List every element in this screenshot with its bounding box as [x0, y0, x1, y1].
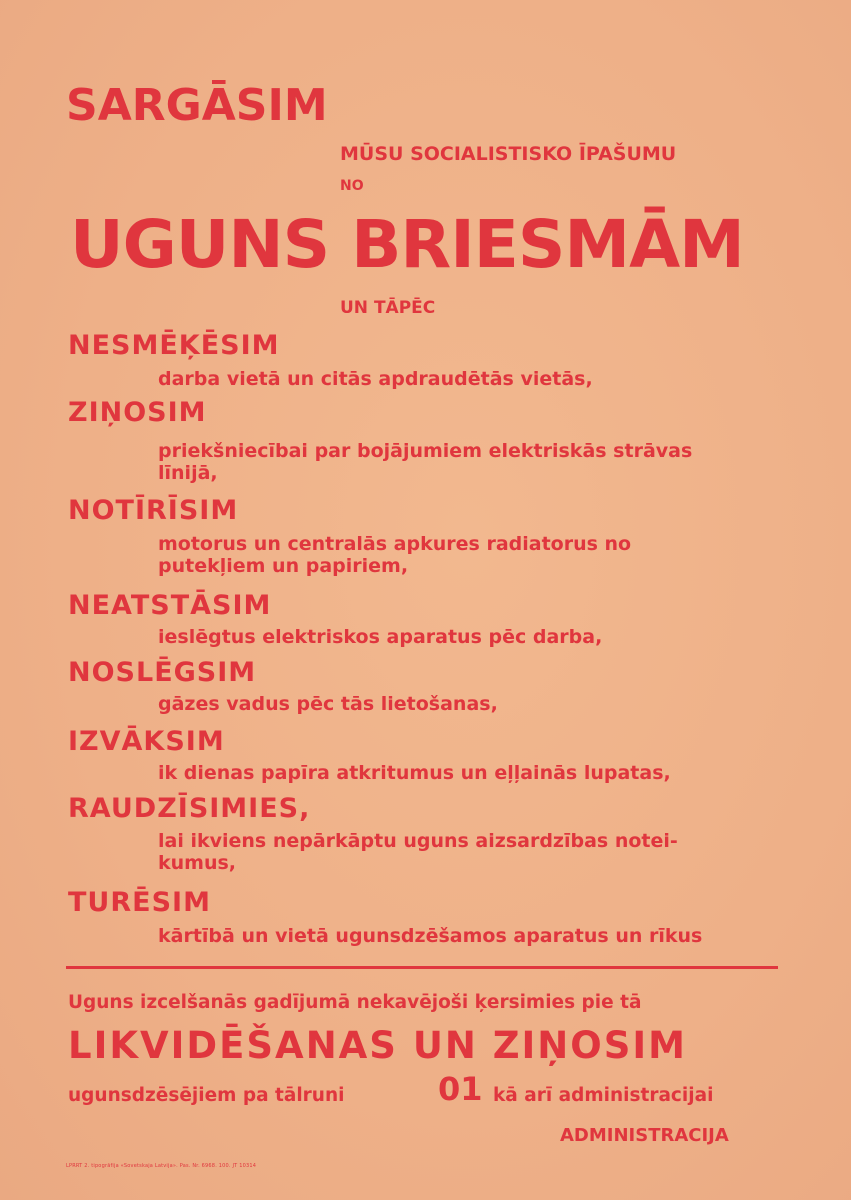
instruction-detail-line: ieslēgtus elektriskos aparatus pēc darba,	[158, 626, 603, 648]
footer-line-3-end: kā arī administracijai	[493, 1085, 714, 1106]
instruction-verb: ZIŅOSIM	[68, 397, 207, 428]
instruction-detail-line: ik dienas papīra atkritumus un eļļainās lupatas,	[158, 762, 671, 784]
instruction-detail-line: motorus un centralās apkures radiatorus no	[158, 533, 632, 555]
instruction-detail-line: līnijā,	[158, 462, 218, 484]
instruction-verb: NOSLĒGSIM	[68, 657, 257, 688]
headline-fire-danger: UGUNS BRIESMĀM	[70, 206, 744, 283]
instruction-detail	[158, 762, 671, 784]
instruction-detail-line: darba vietā un citās apdraudētās vietās,	[158, 368, 593, 390]
instruction-detail	[158, 533, 631, 577]
signature-administration: ADMINISTRACIJA	[560, 1125, 729, 1146]
instruction-detail	[158, 626, 602, 648]
instruction-detail	[158, 693, 498, 715]
headline-no: NO	[340, 178, 364, 194]
instruction-verb: NOTĪRĪSIM	[68, 495, 239, 526]
footer-line-2: LIKVIDĒŠANAS UN ZIŅOSIM	[68, 1024, 687, 1067]
instruction-detail-line: gāzes vadus pēc tās lietošanas,	[158, 693, 498, 715]
headline-sargasim: SARGĀSIM	[66, 80, 328, 131]
instruction-verb: NEATSTĀSIM	[68, 590, 272, 621]
instruction-detail	[158, 925, 702, 947]
instruction-verb: RAUDZĪSIMIES,	[68, 793, 311, 824]
footer-line-1: Uguns izcelšanās gadījumā nekavējoši ķersimies pie tā	[68, 992, 642, 1013]
headline-property: MŪSU SOCIALISTISKO ĪPAŠUMU	[340, 143, 677, 165]
instruction-detail	[158, 368, 593, 390]
instruction-verb: NESMĒĶĒSIM	[68, 330, 280, 361]
instruction-detail	[158, 830, 678, 874]
printer-imprint: LPRRT 2. tipogrāfija «Sovetskaja Latvija». Pas. Nr. 6968. 100. JT 10314	[66, 1163, 257, 1169]
instruction-detail-line: kumus,	[158, 852, 237, 874]
headline-therefore: UN TĀPĒC	[340, 298, 436, 318]
instruction-verb: IZVĀKSIM	[68, 726, 225, 757]
instruction-detail-line: priekšniecībai par bojājumiem elektriskās strāvas	[158, 440, 693, 462]
footer-line-3-start: ugunsdzēsējiem pa tālruni	[68, 1085, 345, 1106]
instruction-detail-line: putekļiem un papiriem,	[158, 555, 409, 577]
phone-number: 01	[438, 1070, 483, 1108]
instruction-detail-line: lai ikviens nepārkāptu uguns aizsardzības notei-	[158, 830, 678, 852]
instruction-detail	[158, 440, 692, 484]
divider-rule	[66, 966, 778, 969]
instruction-verb: TURĒSIM	[68, 887, 211, 918]
instruction-detail-line: kārtībā un vietā ugunsdzēšamos aparatus un rīkus	[158, 925, 703, 947]
